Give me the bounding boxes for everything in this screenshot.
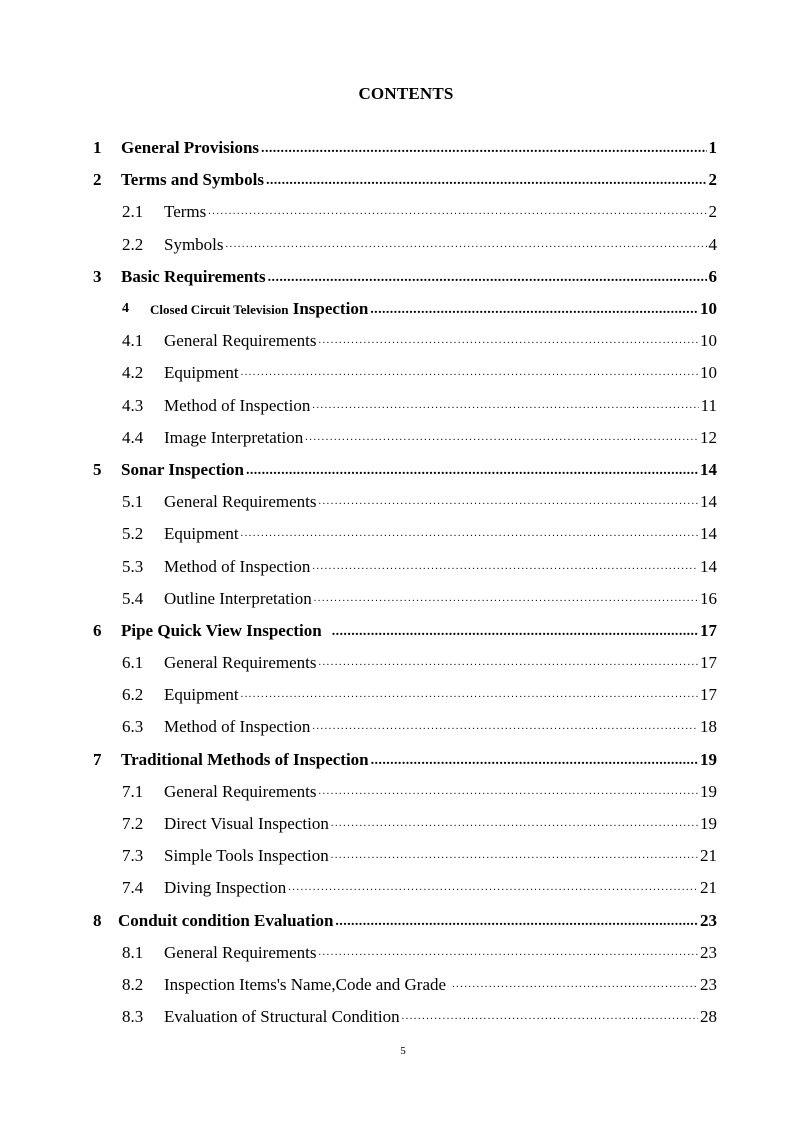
dot-leader — [314, 593, 698, 611]
toc-page-number: 10 — [700, 363, 717, 383]
toc-label: Pipe Quick View Inspection — [121, 620, 322, 640]
toc-section-7-4[interactable] — [93, 872, 717, 904]
toc-section-8-1[interactable] — [93, 937, 717, 969]
dot-leader — [261, 141, 706, 159]
toc-number: 4.1 — [122, 331, 144, 351]
dot-leader — [305, 432, 698, 450]
toc-number: 5.3 — [122, 556, 144, 576]
toc-label: Conduit condition Evaluation — [118, 910, 334, 930]
dot-leader — [318, 657, 698, 675]
toc-section-6-3[interactable] — [93, 711, 717, 743]
page-number-footer: 5 — [400, 1045, 406, 1057]
toc-section-6-1[interactable] — [93, 647, 717, 679]
toc-label: Method of Inspection — [164, 395, 311, 415]
toc-number: 6.3 — [122, 717, 144, 737]
toc-page-number: 1 — [708, 138, 717, 158]
toc-page-number: 16 — [700, 588, 717, 608]
toc-chapter-1[interactable] — [93, 132, 717, 164]
toc-section-7-2[interactable] — [93, 808, 717, 840]
toc-section-4-4[interactable] — [93, 422, 717, 454]
toc-number: 4.2 — [122, 363, 144, 383]
toc-number: 6.1 — [122, 653, 144, 673]
dot-leader — [208, 206, 706, 224]
toc-page-number: 19 — [700, 749, 717, 769]
dot-leader — [318, 335, 698, 353]
toc-label: Inspection Items's Name,Code and Grade — [164, 974, 447, 994]
toc-section-5-4[interactable] — [93, 583, 717, 615]
toc-chapter-8[interactable] — [93, 905, 717, 937]
toc-page-number: 19 — [700, 781, 717, 801]
toc-number: 7.4 — [122, 878, 144, 898]
toc-page-number: 10 — [700, 299, 717, 319]
toc-section-4-3[interactable] — [93, 390, 717, 422]
toc-page-number: 21 — [700, 878, 717, 898]
toc-label-large: Inspection — [292, 299, 369, 319]
toc-section-2-1[interactable] — [93, 196, 717, 228]
toc-page-number: 17 — [700, 653, 717, 673]
toc-page-number: 18 — [700, 717, 717, 737]
dot-leader — [335, 914, 698, 932]
toc-number: 8.2 — [122, 974, 144, 994]
toc-number: 6 — [93, 620, 102, 640]
toc-number: 8.3 — [122, 1007, 144, 1027]
toc-number: 5.1 — [122, 492, 144, 512]
toc-section-6-2[interactable] — [93, 679, 717, 711]
toc-label: General Provisions — [121, 138, 260, 158]
toc-number: 1 — [93, 138, 102, 158]
toc-page-number: 12 — [700, 427, 717, 447]
dot-leader — [331, 818, 698, 836]
toc-label: Image Interpretation — [164, 427, 304, 447]
toc-section-8-2[interactable] — [93, 969, 717, 1001]
toc-label: Simple Tools Inspection — [164, 846, 329, 866]
toc-number: 2.2 — [122, 234, 144, 254]
toc-label: Method of Inspection — [164, 556, 311, 576]
toc-chapter-2[interactable] — [93, 164, 717, 196]
toc-page-number: 2 — [708, 170, 717, 190]
toc-number: 5.2 — [122, 524, 144, 544]
toc-number: 8.1 — [122, 942, 144, 962]
toc-number: 2.1 — [122, 202, 144, 222]
dot-leader — [452, 979, 698, 997]
toc-number: 7.3 — [122, 846, 144, 866]
toc-number: 7.1 — [122, 781, 144, 801]
toc-number: 8 — [93, 910, 102, 930]
toc-number: 6.2 — [122, 685, 144, 705]
toc-label: Outline Interpretation — [164, 588, 312, 608]
dot-leader — [246, 463, 698, 481]
dot-leader — [312, 561, 698, 579]
dot-leader — [226, 239, 707, 257]
table-of-contents — [93, 132, 717, 1033]
toc-page-number: 28 — [700, 1007, 717, 1027]
toc-label: Method of Inspection — [164, 717, 311, 737]
toc-page-number: 17 — [700, 685, 717, 705]
toc-label: General Requirements — [164, 942, 317, 962]
toc-section-2-2[interactable] — [93, 229, 717, 261]
toc-page-number: 2 — [708, 202, 717, 222]
dot-leader — [332, 624, 698, 642]
toc-page-number: 14 — [700, 459, 717, 479]
toc-chapter-4[interactable] — [93, 293, 717, 325]
dot-leader — [241, 689, 698, 707]
dot-leader — [288, 882, 698, 900]
toc-label: General Requirements — [164, 492, 317, 512]
toc-label: Sonar Inspection — [121, 459, 244, 479]
toc-page-number: 4 — [708, 234, 717, 254]
toc-section-5-2[interactable] — [93, 518, 717, 550]
dot-leader — [331, 850, 698, 868]
toc-page-number: 21 — [700, 846, 717, 866]
contents-heading: CONTENTS — [358, 84, 454, 103]
toc-label: Equipment — [164, 524, 239, 544]
dot-leader — [318, 496, 698, 514]
toc-label: Basic Requirements — [121, 266, 266, 286]
dot-leader — [318, 947, 698, 965]
toc-number: 4.4 — [122, 427, 144, 447]
toc-label: Equipment — [164, 363, 239, 383]
toc-page-number: 14 — [700, 556, 717, 576]
toc-label: General Requirements — [164, 781, 317, 801]
toc-page-number: 23 — [700, 910, 717, 930]
toc-label: Direct Visual Inspection — [164, 814, 329, 834]
dot-leader — [371, 753, 698, 771]
toc-number: 7 — [93, 749, 102, 769]
dot-leader — [241, 528, 698, 546]
toc-chapter-5[interactable] — [93, 454, 717, 486]
toc-section-5-3[interactable] — [93, 550, 717, 582]
toc-section-7-1[interactable] — [93, 776, 717, 808]
toc-label: Terms and Symbols — [121, 170, 264, 190]
toc-page-number: 17 — [700, 620, 717, 640]
toc-page-number: 10 — [700, 331, 717, 351]
dot-leader — [266, 173, 707, 191]
dot-leader — [268, 270, 707, 288]
toc-number: 2 — [93, 170, 102, 190]
toc-label: Symbols — [164, 234, 224, 254]
toc-number: 5.4 — [122, 588, 144, 608]
toc-section-8-3[interactable] — [93, 1001, 717, 1033]
toc-label: General Requirements — [164, 653, 317, 673]
toc-section-7-3[interactable] — [93, 840, 717, 872]
toc-number: 4.3 — [122, 395, 144, 415]
toc-page-number: 14 — [700, 524, 717, 544]
toc-chapter-7[interactable] — [93, 744, 717, 776]
toc-label: Terms — [164, 202, 207, 222]
toc-number: 5 — [93, 459, 102, 479]
toc-page-number: 19 — [700, 814, 717, 834]
toc-page-number: 11 — [700, 395, 717, 415]
toc-section-4-2[interactable] — [93, 357, 717, 389]
toc-chapter-3[interactable] — [93, 261, 717, 293]
dot-leader — [312, 400, 698, 418]
toc-page-number: 23 — [700, 942, 717, 962]
dot-leader — [402, 1011, 698, 1029]
dot-leader — [241, 367, 698, 385]
toc-chapter-6[interactable] — [93, 615, 717, 647]
toc-label: Diving Inspection — [164, 878, 287, 898]
dot-leader — [318, 786, 698, 804]
toc-number: 7.2 — [122, 814, 144, 834]
toc-page-number: 14 — [700, 492, 717, 512]
toc-number: 4 — [122, 301, 129, 317]
toc-number: 3 — [93, 266, 102, 286]
toc-label: Equipment — [164, 685, 239, 705]
toc-label-small: Closed Circuit Television — [150, 302, 289, 318]
toc-page-number: 6 — [708, 266, 717, 286]
toc-label: Traditional Methods of Inspection — [121, 749, 369, 769]
toc-page-number: 23 — [700, 974, 717, 994]
toc-label: General Requirements — [164, 331, 317, 351]
dot-leader — [370, 302, 698, 320]
toc-label: Evaluation of Structural Condition — [164, 1007, 400, 1027]
dot-leader — [312, 721, 698, 739]
toc-label — [150, 299, 368, 319]
toc-section-5-1[interactable] — [93, 486, 717, 518]
toc-section-4-1[interactable] — [93, 325, 717, 357]
